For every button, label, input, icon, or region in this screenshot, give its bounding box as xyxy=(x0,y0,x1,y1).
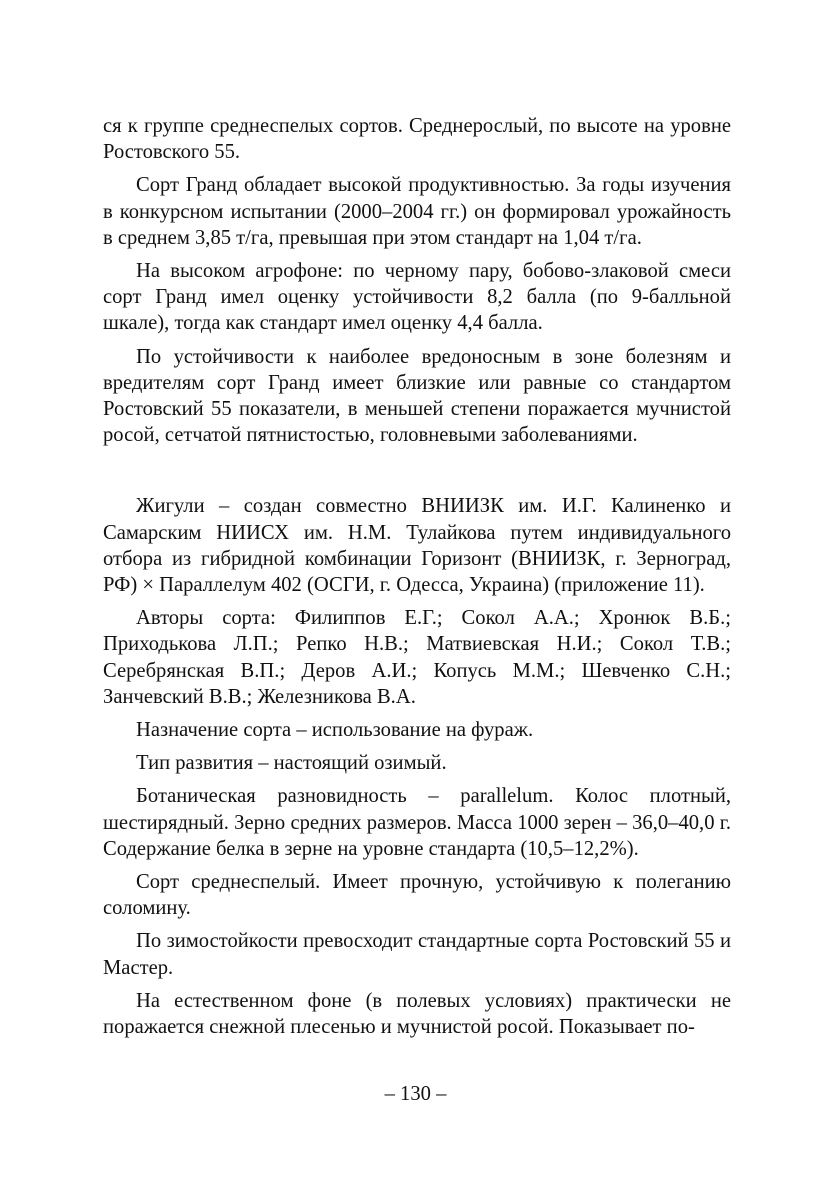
variety-intro-text: – создан совместно ВНИИЗК им. И.Г. Калиненко и Самарским НИИСХ им. Н.М. Тулайкова путем индивидуального отбора из гибридной комбинации Горизонт (ВНИИЗК, г. Зерноград, РФ) × Параллелум 402 (ОСГИ, г. Одесса, Украина) (приложение 11). xyxy=(103,495,731,597)
variety-name: Жигули xyxy=(136,495,205,518)
paragraph-development-type: Тип развития – настоящий озимый. xyxy=(136,752,447,775)
variety-intro-paragraph xyxy=(103,493,731,598)
paragraph-agrofon: На высоком агрофоне: по черному пару, бобово-злаковой смеси сорт Гранд имел оценку устойчивости 8,2 балла (по 9-балльной шкале), тогда как стандарт имел оценку 4,4 балла. xyxy=(103,260,731,335)
paragraph-botany: Ботаническая разновидность – parallelum. Колос плотный, шестирядный. Зерно средних размеров. Масса 1000 зерен – 36,0–40,0 г. Содержание белка в зерне на уровне стандарта (10,5–12,2%). xyxy=(103,785,731,860)
page-number: – 130 – xyxy=(384,1083,447,1105)
paragraph-maturity: Сорт среднеспелый. Имеет прочную, устойчивую к полеганию соломину. xyxy=(103,871,731,920)
paragraph-productivity: Сорт Гранд обладает высокой продуктивностью. За годы изучения в конкурсном испытании (2000–2004 гг.) он формировал урожайность в среднем 3,85 т/га, превышая при этом стандарт на 1,04 т/га. xyxy=(103,174,731,249)
paragraph-purpose: Назначение сорта – использование на фураж. xyxy=(136,719,534,742)
paragraph-disease-resistance: По устойчивости к наиболее вредоносным в зоне болезням и вредителям сорт Гранд имеет близкие или равные со стандартом Ростовский 55 показатели, в меньшей степени поражается мучнистой росой, сетчатой пятнистостью, головневыми заболеваниями. xyxy=(103,345,731,447)
paragraph-continuation: ся к группе среднеспелых сортов. Среднерослый, по высоте на уровне Ростовского 55. xyxy=(103,115,731,164)
paragraph-field-conditions: На естественном фоне (в полевых условиях) практически не поражается снежной плесенью и мучнистой росой. Показывает по- xyxy=(103,989,731,1039)
section-gap xyxy=(103,455,731,493)
paragraph-winter-hardiness: По зимостойкости превосходит стандартные сорта Ростовский 55 и Мастер. xyxy=(103,930,731,979)
paragraph-authors: Авторы сорта: Филиппов Е.Г.; Сокол А.А.; Хронюк В.Б.; Приходькова Л.П.; Репко Н.В.; Матвиевская Н.И.; Сокол Т.В.; Серебрянская В.П.; Деров А.И.; Копусь М.М.; Шевченко С.Н.; Занчевский В.В.; Железникова В.А. xyxy=(103,607,731,708)
document-page xyxy=(103,113,731,1047)
